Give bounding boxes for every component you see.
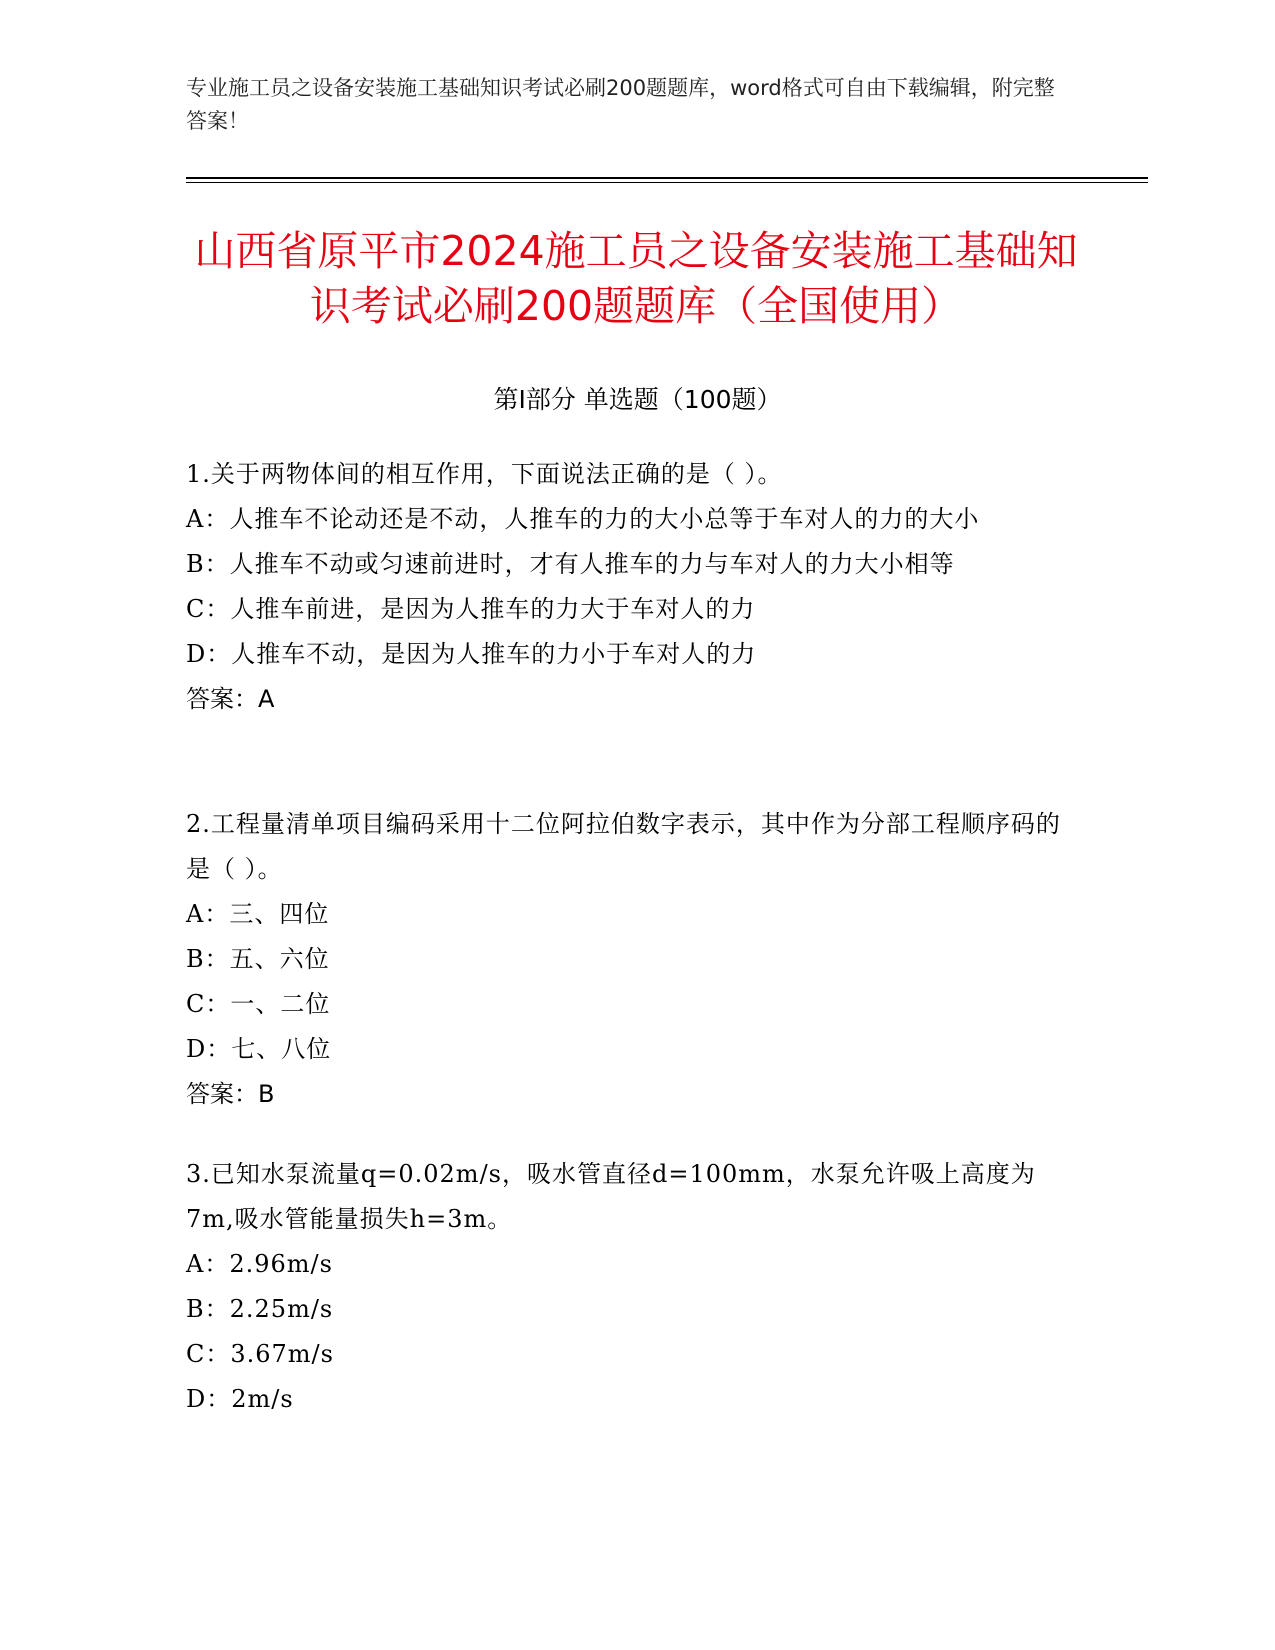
option-a: A：三、四位 bbox=[186, 900, 330, 928]
question-stem: 1.关于两物体间的相互作用，下面说法正确的是（ ）。 bbox=[186, 460, 783, 488]
question-1 bbox=[186, 452, 1066, 722]
option-a: A：2.96m/s bbox=[186, 1250, 333, 1278]
question-3 bbox=[186, 1152, 1066, 1422]
document-title: 山西省原平市2024施工员之设备安装施工基础知识考试必刷200题题库（全国使用） bbox=[194, 227, 1078, 330]
header-rule-thin bbox=[186, 182, 1148, 183]
answer: 答案：A bbox=[186, 685, 275, 713]
document-header-note: 专业施工员之设备安装施工基础知识考试必刷200题题库，word格式可自由下载编辑，附完整答案！ bbox=[186, 76, 1055, 133]
header-rule-thick bbox=[186, 177, 1148, 179]
option-d: D：七、八位 bbox=[186, 1035, 332, 1063]
option-a: A：人推车不论动还是不动，人推车的力的大小总等于车对人的力的大小 bbox=[186, 505, 980, 533]
question-stem: 2.工程量清单项目编码采用十二位阿拉伯数字表示，其中作为分部工程顺序码的是（ ）。 bbox=[186, 810, 1061, 883]
option-c: C：人推车前进，是因为人推车的力大于车对人的力 bbox=[186, 595, 756, 623]
option-b: B：2.25m/s bbox=[186, 1295, 334, 1323]
question-2 bbox=[186, 802, 1066, 1117]
option-c: C：一、二位 bbox=[186, 990, 331, 1018]
option-d: D：人推车不动，是因为人推车的力小于车对人的力 bbox=[186, 640, 757, 668]
section-heading: 第Ⅰ部分 单选题（100题） bbox=[493, 385, 782, 414]
option-c: C：3.67m/s bbox=[186, 1340, 334, 1368]
option-b: B：五、六位 bbox=[186, 945, 330, 973]
question-stem: 3.已知水泵流量q=0.02m/s，吸水管直径d=100mm，水泵允许吸上高度为7m,吸水管能量损失h=3m。 bbox=[186, 1160, 1036, 1233]
answer: 答案：B bbox=[186, 1080, 275, 1108]
option-b: B：人推车不动或匀速前进时，才有人推车的力与车对人的力大小相等 bbox=[186, 550, 955, 578]
option-d: D：2m/s bbox=[186, 1385, 294, 1413]
